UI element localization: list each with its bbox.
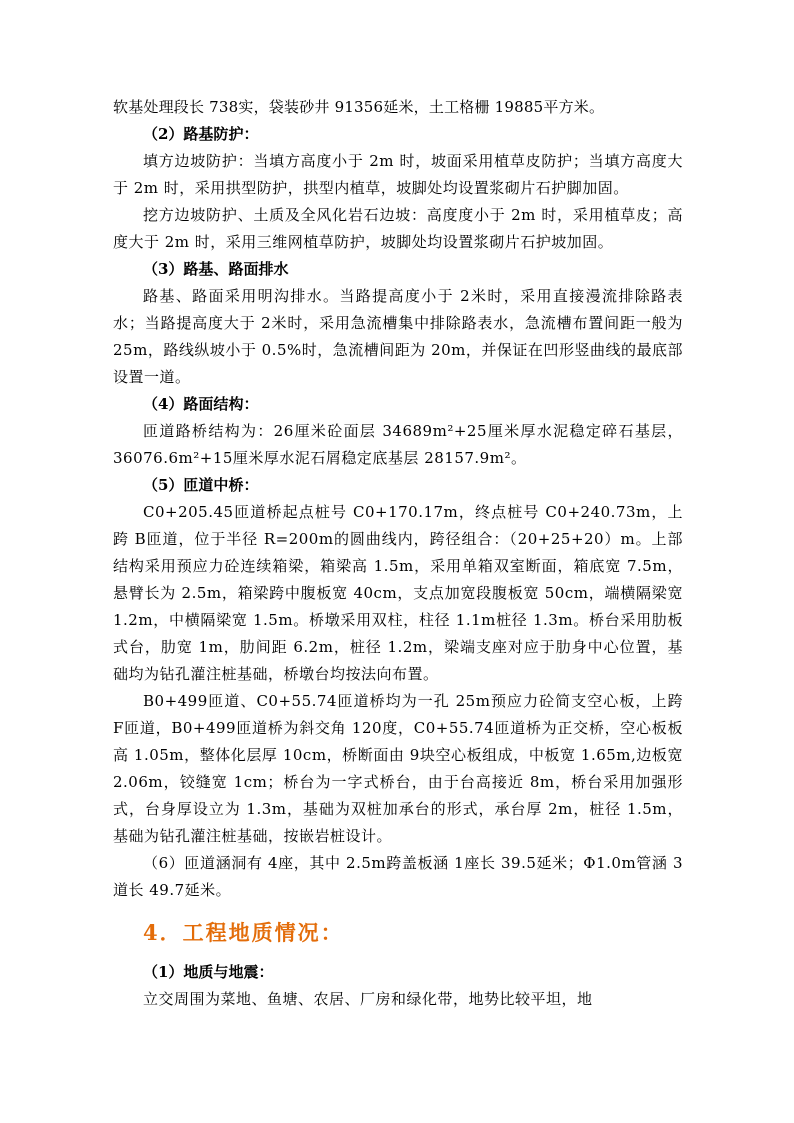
intro-line: 软基处理段长 738实，袋装砂井 91356延米，土工格栅 19885平方米。 <box>113 98 605 116</box>
paragraph-culverts: （6）匝道涵洞有 4座，其中 2.5m跨盖板涵 1座长 39.5延米；Φ1.0m管涵 3道长 49.7延米。 <box>113 854 683 899</box>
paragraph-geology: 立交周围为菜地、鱼塘、农居、厂房和绿化带，地势比较平坦，地 <box>143 990 593 1008</box>
section-title-geology: 4．工程地质情况： <box>143 920 344 945</box>
heading-drainage: （3）路基、路面排水 <box>143 260 289 278</box>
heading-pavement-structure: （4）路面结构： <box>143 395 259 413</box>
paragraph-drainage: 路基、路面采用明沟排水。当路提高度小于 2米时，采用直接漫流排除路表水；当路提高度大于 2米时，采用急流槽集中排除路表水，急流槽布置间距一般为 25m，路线纵坡小于 0.5%时，急流槽间距为 20m，并保证在凹形竖曲线的最底部设置一道。 <box>113 287 683 386</box>
paragraph-ramp-bridge-c0: C0+205.45匝道桥起点桩号 C0+170.17m，终点桩号 C0+240.73m，上跨 B匝道，位于半径 R=200m的圆曲线内，跨径组合：（20+25+20）m。上部结构采用预应力砼连续箱梁，箱梁高 1.5m，采用单箱双室断面，箱底宽 7.5m，悬臂长为 2.5m，箱梁跨中腹板宽 40cm，支点加宽段腹板宽 50cm，端横隔梁宽 1.2m，中横隔梁宽 1.5m。桥墩采用双柱，柱径 1.1m桩径 1.3m。桥台采用肋板式台，肋宽 1m，肋间距 6.2m，桩径 1.2m，梁端支座对应于肋身中心位置，基础均为钻孔灌注桩基础，桥墩台均按法向布置。 <box>113 503 683 683</box>
document-body <box>113 94 683 1013</box>
paragraph-pavement-structure: 匝道路桥结构为：26厘米砼面层 34689m²+25厘米厚水泥稳定碎石基层，36076.6m²+15厘米厚水泥石屑稳定底基层 28157.9m²。 <box>113 422 683 467</box>
heading-geology-earthquake: （1）地质与地震： <box>143 963 274 981</box>
heading-subgrade-protection: （2）路基防护： <box>143 125 259 143</box>
paragraph-ramp-bridge-b0: B0+499匝道、C0+55.74匝道桥均为一孔 25m预应力砼简支空心板，上跨 F匝道，B0+499匝道桥为斜交角 120度，C0+55.74匝道桥为正交桥，空心板板高 1.05m，整体化层厚 10cm，桥断面由 9块空心板组成，中板宽 1.65m,边板宽 2.06m，铰缝宽 1cm；桥台为一字式桥台，由于台高接近 8m，桥台采用加强形式，台身厚设立为 1.3m，基础为双桩加承台的形式，承台厚 2m，桩径 1.5m，基础为钻孔灌注桩基础，按嵌岩桩设计。 <box>113 692 683 845</box>
heading-ramp-bridge: （5）匝道中桥： <box>143 476 259 494</box>
paragraph-cut-slope: 挖方边坡防护、土质及全风化岩石边坡：高度度小于 2m 时，采用植草皮；高度大于 2m 时，采用三维网植草防护，坡脚处均设置浆砌片石护坡加固。 <box>113 206 683 251</box>
paragraph-fill-slope: 填方边坡防护：当填方高度小于 2m 时，坡面采用植草皮防护；当填方高度大于 2m 时，采用拱型防护，拱型内植草，坡脚处均设置浆砌片石护脚加固。 <box>113 152 683 197</box>
